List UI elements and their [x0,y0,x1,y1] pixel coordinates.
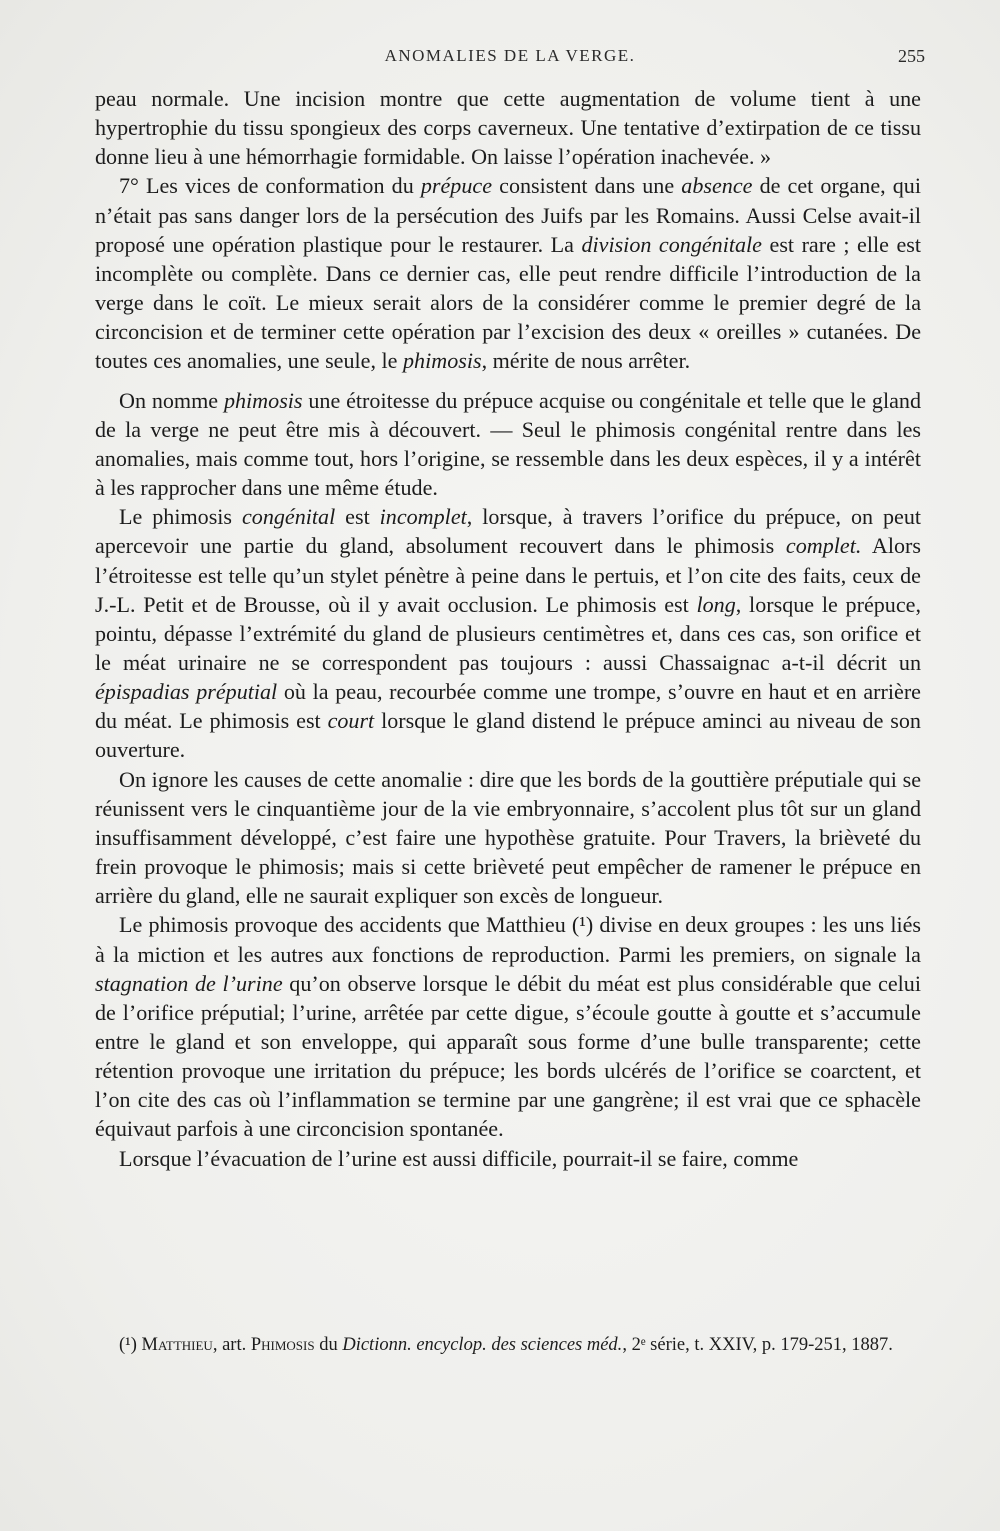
text-run: Le phimosis provoque des accidents que Matthieu (¹) divise en deux groupes : les uns liés à la miction et les autres aux fonctions de reproduction. Parmi les premiers, on signale la [95,912,921,967]
italic-term: division congénitale [581,231,762,257]
text-run: Le phimosis [119,504,242,530]
text-run: est rare ; elle est incomplète ou complète. Dans ce dernier cas, elle peut rendre difficile l’introduction de la verge dans le coït. Le mieux serait alors de la considérer comme le premier degré de la circoncision et de terminer cette opération par l’excision des deux « oreilles » cutanées. De toutes ces anomalies, une seule, le [95,231,921,374]
text-run: une étroitesse du prépuce acquise ou congénitale et telle que le gland de la verge ne peut être mis à découvert. — Seul le phimosis congénital rentre dans les anomalies, mais comme tout, hors l’origine, se ressemble dans les deux espèces, il y a intérêt à les rapprocher dans une même étude. [95,387,921,501]
text-run: lorsque le gland distend le prépuce aminci au niveau de son ouverture. [95,708,921,763]
italic-term: prépuce [420,173,493,199]
paragraph-text: On ignore les causes de cette anomalie : dire que les bords de la gouttière préputiale qui se réunissent vers le cinquantième jour de la vie embryonnaire, s’accolent plus tôt sur un gland insuffisamment développé, c’est faire une hypothèse gratuite. Pour Travers, la brièveté du frein provoque le phimosis; mais si cette brièveté peut empêcher de ramener le prépuce en arrière du gland, elle ne saurait expliquer son excès de longueur. [95,766,921,909]
italic-term: épispadias préputial [95,679,278,705]
paragraph-text: Lorsque l’évacuation de l’urine est aussi difficile, pourrait-il se faire, comme [119,1145,799,1171]
body-text [95,84,921,1173]
paragraph-4 [95,502,921,764]
text-run: , lorsque le prépuce, pointu, dépasse l’extrémité du gland de plusieurs centimètres et, dans ces cas, son orifice et le méat urinaire ne se correspondent pas toujours : aussi Chassaignac a-t-il décrit un [95,591,921,675]
paragraph-text: peau normale. Une incision montre que cette augmentation de volume tient à une hypertrophie du tissu spongieux des corps caverneux. Une tentative d’extirpation de ce tissu donne lieu à une hémorrhagie formidable. On laisse l’opération inachevée. » [95,86,921,170]
running-title: ANOMALIES DE LA VERGE. [384,46,636,65]
footnote-journal: Dictionn. encyclop. des sciences méd. [342,1335,623,1355]
text-run: de cet organe, qui n’était pas sans danger lors de la persécution des Juifs par les Romains. Aussi Celse avait-il proposé une opération plastique pour le restaurer. La [95,173,921,257]
italic-term: phimosis [403,348,482,374]
text-run: est [335,504,380,530]
paragraph-2 [95,171,921,375]
italic-term: absence [681,173,753,199]
paragraph-6 [95,910,921,1143]
text-run: On nomme [119,387,224,413]
text-run: , art. [212,1335,251,1355]
footnote [95,1333,921,1358]
italic-term: court [327,708,375,734]
page-number: 255 [898,46,925,66]
text-run: 7° Les vices de conformation du [119,173,421,199]
text-run: consistent dans une [492,173,682,199]
paragraph-5 [95,765,921,911]
text-run: , mérite de nous arrêter. [481,348,691,374]
text-run: Alors l’étroitesse est telle qu’un stylet pénètre à peine dans le pertuis, et l’on cite des faits, ceux de J.-L. Petit et de Brousse, où il y avait occlusion. Le phimosis est [95,533,921,617]
paragraph-3 [95,386,921,503]
italic-term: incomplet [379,504,467,530]
text-run: du [314,1335,343,1355]
text-run: , 2ᵉ série, t. XXIV, p. 179-251, 1887. [622,1335,893,1355]
footnote-article: Phimosis [250,1335,315,1355]
italic-term: phimosis [223,387,303,413]
italic-term: complet. [785,533,862,559]
paragraph-1 [95,84,921,171]
footnote-1 [95,1333,921,1358]
text-run: , lorsque, à travers l’orifice du prépuce, on peut apercevoir une partie du gland, absolument recouvert dans le phimosis [95,504,921,559]
italic-term: long [696,591,736,617]
footnote-marker: (¹) [119,1335,142,1355]
paragraph-7 [95,1144,921,1173]
text-run: où la peau, recourbée comme une trompe, s’ouvre en haut et en arrière du méat. Le phimosis est [95,679,921,734]
italic-term: stagnation de l’urine [95,970,283,996]
text-run: qu’on observe lorsque le débit du méat est plus considérable que celui de l’orifice préputial; l’urine, arrêtée par cette digue, s’écoule goutte à goutte et s’accumule entre le gland et son enveloppe, qui apparaît sous forme d’une bulle transparente; cette rétention provoque une irritation du prépuce; les bords ulcérés de l’orifice se coarctent, et l’on cite des cas où l’inflammation se termine par une gangrène; il est vrai que ce sphacèle équivaut parfois à une circoncision spontanée. [95,970,921,1142]
italic-term: congénital [241,504,336,530]
footnote-author: Matthieu [141,1335,213,1355]
running-header [95,46,925,76]
